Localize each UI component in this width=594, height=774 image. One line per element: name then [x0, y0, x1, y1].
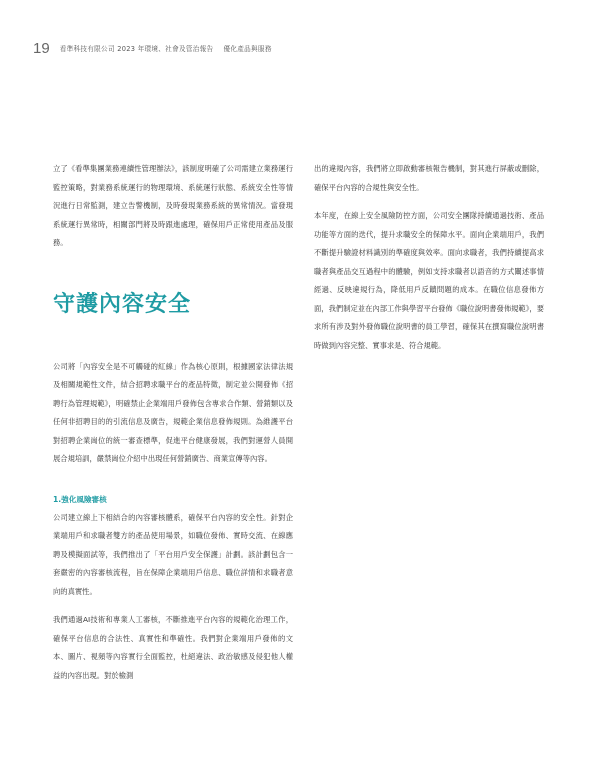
section-title: 守護內容安全	[53, 291, 192, 317]
right-paragraph-2: 本年度，在線上安全風險防控方面，公司安全團隊持續通過技術、產品功能等方面的迭代，提升求職安全的保障水平。面向企業端用戶，我們不斷提升驗證材料識別的準確度與效率。面向求職者，我們持續提高求職者與產品交互過程中的體驗，例如支持求職者以語音的方式闡述事情經過、反映違規行為，降低用戶反饋問題的成本。在職位信息發佈方面，我們制定並在內部工作與學習平台發佈《職位說明書發佈規範》，要求所有涉及對外發佈職位說明書的員工學習，確保其在撰寫職位說明書時做到內容完整、實事求是、符合規範。	[314, 211, 544, 350]
left-column	[53, 160, 293, 685]
page-number: 19	[33, 39, 50, 57]
section-paragraph: 公司將「內容安全是不可觸碰的紅線」作為核心原則，根據國家法律法規及相關規範性文件，結合招聘求職平台的產品特徵，制定並公開發佈《招聘行為管理規範》，明確禁止企業端用戶發佈包含專求合作類、營銷類以及任何非招聘目的的引流信息及廣告，規範企業信息發佈規則。為維護平台對招聘企業崗位的統一審查標準，促進平台健康發展，我們對運營人員開展合規培訓，嚴禁崗位介紹中出現任何營銷廣告、商業宣傳等內容。	[53, 361, 293, 463]
intro-paragraph: 立了《看準集團業務連續性管理辦法》，該制度明確了公司需建立業務運行監控策略，對業務系統運行的物理環境、系統運行狀態、系統安全性等情況進行日常監測，建立告警機制，及時發現業務系統的異常情況。當發現系統運行異常時，相關部門將及時跟進處理，確保用戶正常使用產品及服務。	[53, 164, 293, 247]
right-paragraph-1: 出的違規內容，我們將立即啟動審核報告機制，對其進行屏蔽或刪除，確保平台內容的合規性與安全性。	[314, 164, 544, 192]
section-name: 優化產品與服務	[223, 45, 272, 53]
subsection-title: 1.強化風險審核	[53, 494, 107, 504]
sub-paragraph-1: 公司建立線上下相結合的內容審核體系，確保平台內容的安全性。針對企業端用戶和求職者雙方的產品使用場景，如職位發佈、實時交流、在線應聘及模擬面試等，我們推出了「平台用戶安全保護」計劃。該計劃包含一套嚴密的內容審核流程，旨在保障企業端用戶信息、職位詳情和求職者意向的真實性。	[53, 512, 293, 596]
report-title: 看準科技有限公司 2023 年環境、社會及管治報告	[59, 45, 214, 53]
sub-paragraph-2: 我們通過AI技術和專業人工審核，不斷推進平台內容的規範化治理工作，確保平台信息的合法性、真實性和準確性。我們對企業端用戶發佈的文本、圖片、視頻等內容實行全面監控，杜絕違法、政治敏感及侵犯他人權益的內容出現。對於檢測	[53, 615, 293, 680]
right-column	[314, 160, 544, 355]
page-header	[33, 40, 272, 56]
